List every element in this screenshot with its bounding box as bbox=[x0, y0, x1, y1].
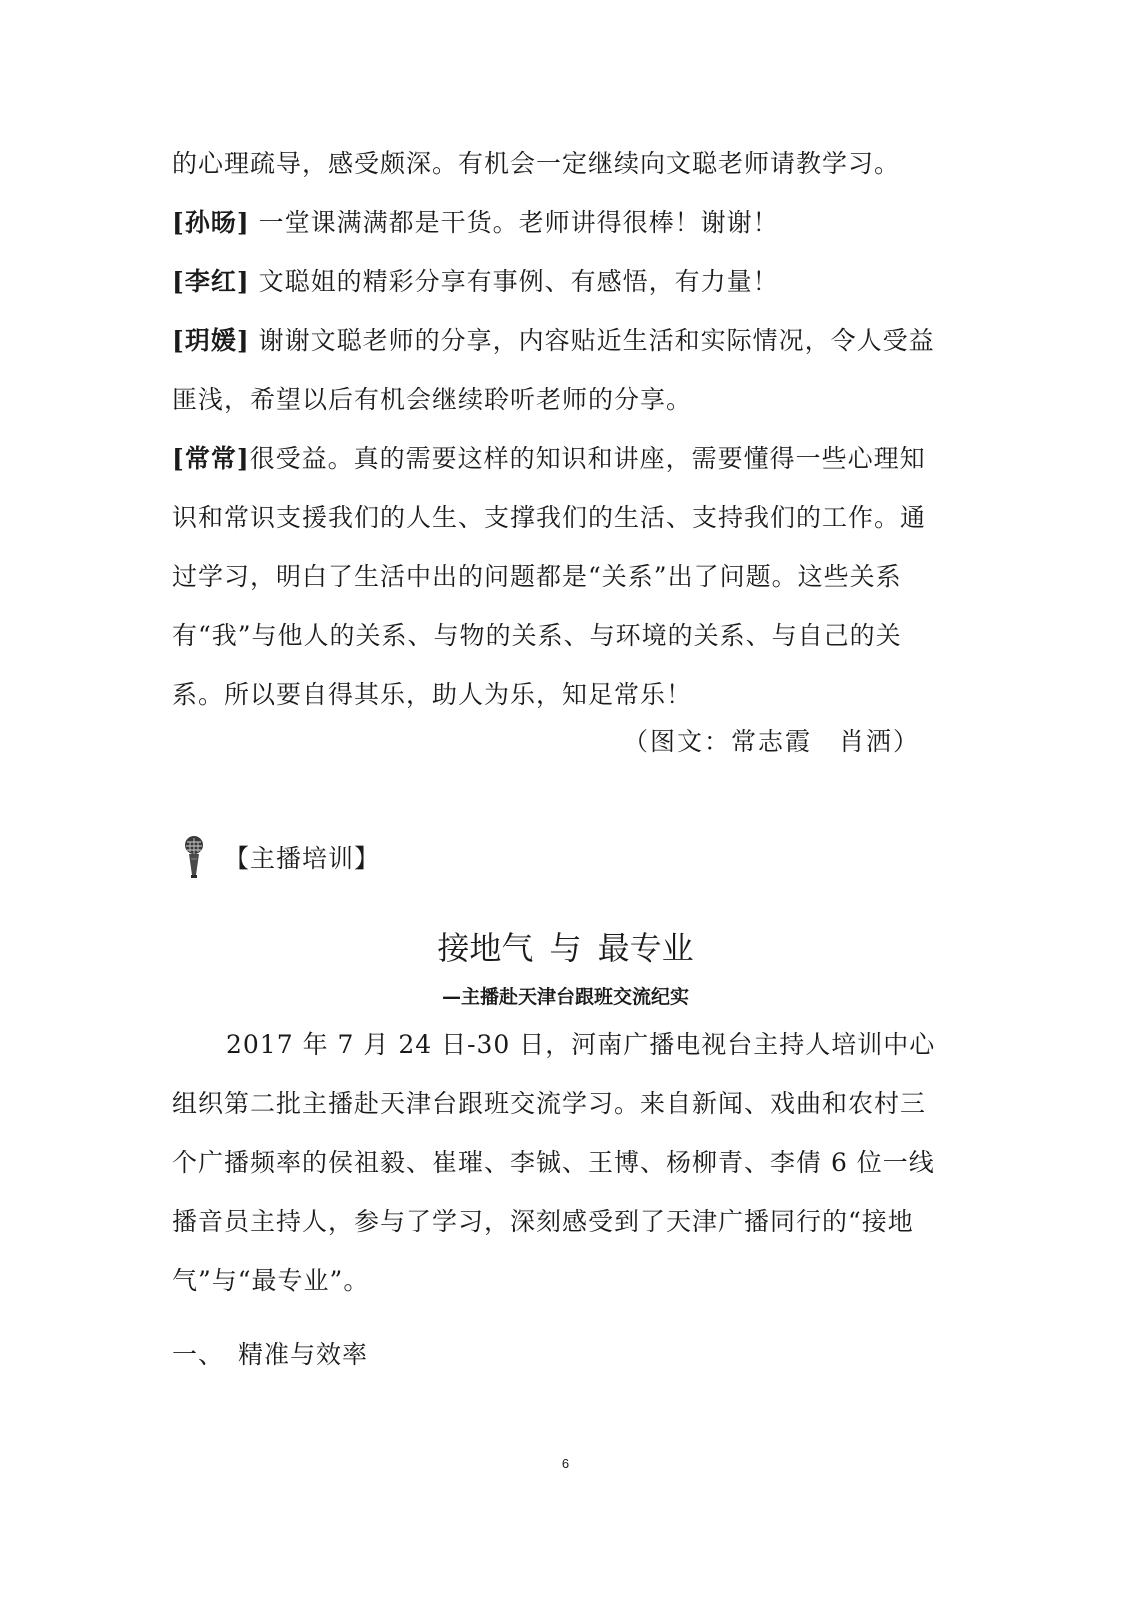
comment-text: 一堂课满满都是干货。老师讲得很棒！谢谢！ bbox=[249, 208, 779, 237]
photo-text-credit: （图文：常志霞 肖洒） bbox=[622, 727, 920, 756]
comment-text: 谢谢文聪老师的分享，内容贴近生活和实际情况，令人受益匪浅，希望以后有机会继续聆听老师的分享。 bbox=[172, 326, 935, 414]
commenter-name: [孙旸] bbox=[172, 208, 250, 237]
opening-line: 的心理疏导，感受颇深。有机会一定继续向文聪老师请教学习。 bbox=[172, 149, 901, 178]
body-paragraph: 2017 年 7 月 24 日-30 日，河南广播电视台主持人培训中心组织第二批主播赴天津台跟班交流学习。来自新闻、戏曲和农村三个广播频率的侯祖毅、崔璀、李铖、王博、杨柳青、李倩 6 位一线播音员主持人，参与了学习，深刻感受到了天津广播同行的“接地气”与“最专业”。 bbox=[172, 1030, 936, 1295]
comment-entry bbox=[172, 252, 947, 311]
article-body bbox=[172, 1015, 947, 1310]
comment-entry bbox=[172, 429, 947, 724]
article-subtitle: —主播赴天津台跟班交流纪实 bbox=[441, 986, 689, 1008]
comment-entry bbox=[172, 193, 947, 252]
heading-text: 精准与效率 bbox=[238, 1340, 369, 1369]
comment-entry bbox=[172, 311, 947, 429]
comment-text: 文聪姐的精彩分享有事例、有感悟，有力量！ bbox=[249, 267, 779, 296]
heading-number: 一、 bbox=[172, 1340, 225, 1369]
section-label: 【主播培训】 bbox=[224, 844, 381, 873]
page-number: 6 bbox=[561, 1456, 570, 1471]
article-title: 接地气 与 最专业 bbox=[437, 929, 694, 967]
commenter-name: [玥媛] bbox=[172, 326, 250, 355]
section-header bbox=[180, 832, 380, 882]
comment-text: 很受益。真的需要这样的知识和讲座，需要懂得一些心理知识和常识支援我们的人生、支撑我们的生活、支持我们的工作。通过学习，明白了生活中出的问题都是“关系”出了问题。这些关系有“我”与他人的关系、与物的关系、与环境的关系、与自己的关系。所以要自得其乐，助人为乐，知足常乐！ bbox=[172, 444, 927, 709]
commenter-name: [李红] bbox=[172, 267, 250, 296]
microphone-icon bbox=[180, 835, 208, 879]
commenter-name: [常常] bbox=[172, 444, 250, 473]
section-heading-one bbox=[172, 1330, 368, 1380]
comments-section bbox=[172, 134, 947, 724]
